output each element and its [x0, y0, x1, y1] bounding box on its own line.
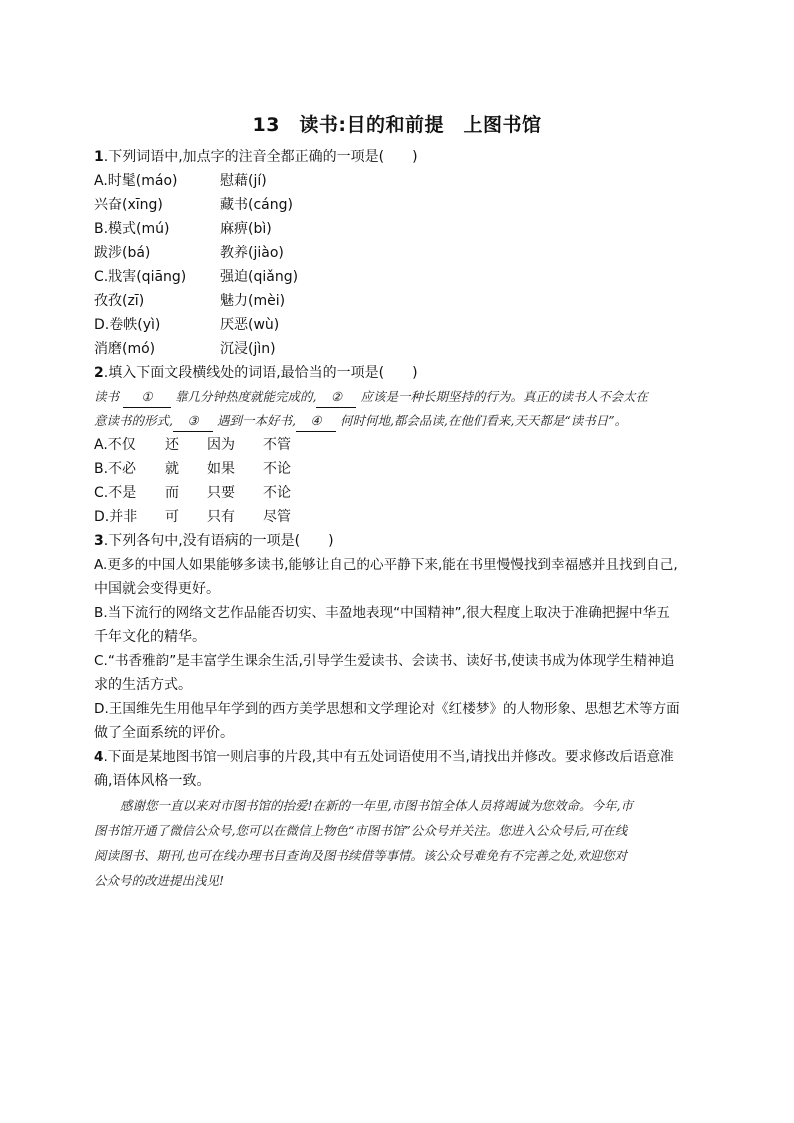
q2-option: 只要: [207, 485, 235, 501]
q2-option: 因为: [207, 437, 235, 453]
passage-text: 应该是一种长期坚持的行为。真正的读书人不会太在: [360, 389, 648, 404]
q1-option-row: B.模式(mú): [94, 221, 170, 237]
page-title: 13 读书:目的和前提 上图书馆: [252, 114, 542, 136]
blank-2: ②: [316, 387, 356, 408]
q3-option-a: A.更多的中国人如果能够多读书,能够让自己的心平静下来,能在书里慢慢找到幸福感并且找到自己,: [94, 557, 678, 573]
q3-option-c: C.“书香雅韵”是丰富学生课余生活,引导学生爱读书、会读书、读好书,使读书成为体现学生精神追: [94, 653, 675, 669]
q2-option: A.不仅: [94, 437, 136, 453]
q1-option-row: 消磨(mó): [94, 341, 156, 357]
q2-option: C.不是: [94, 485, 137, 501]
q2-option: 而: [165, 485, 179, 501]
q1-option-row: 麻痹(bì): [220, 221, 272, 237]
question-3-stem: [94, 531, 334, 551]
q1-option-row: D.卷帙(yì): [94, 317, 161, 333]
passage-text: 何时何地,都会品读,在他们看来,天天都是“读书日”。: [339, 413, 628, 428]
q2-option: 不论: [263, 485, 291, 501]
q2-option: 尽管: [263, 509, 291, 525]
blank-3: ③: [173, 411, 213, 432]
q1-option-row: 沉浸(jìn): [220, 341, 276, 357]
question-text: .下列各句中,没有语病的一项是( ): [103, 533, 334, 549]
q1-option-row: 魅力(mèi): [220, 293, 286, 309]
q2-option: 如果: [207, 461, 235, 477]
question-number: 2: [94, 365, 104, 381]
question-text: .下面是某地图书馆一则启事的片段,其中有五处词语使用不当,请找出并修改。要求修改后语意准: [103, 749, 674, 765]
question-text: .填入下面文段横线处的词语,最恰当的一项是( ): [103, 365, 418, 381]
notice-line-4: 公众号的改进提出浅见!: [94, 873, 225, 888]
q2-option: 就: [165, 461, 179, 477]
q3-option-d-cont: 做了全面系统的评价。: [94, 725, 234, 741]
q2-option: D.并非: [94, 509, 138, 525]
q2-option: 不论: [263, 461, 291, 477]
q2-option: 还: [165, 437, 179, 453]
q1-option-row: 厌恶(wù): [220, 317, 280, 333]
q3-option-b-cont: 千年文化的精华。: [94, 629, 206, 645]
passage-text: 读书: [94, 389, 120, 404]
question-number: 4: [94, 749, 104, 765]
q1-option-row: 藏书(cáng): [220, 197, 293, 213]
passage-text: 靠几分钟热度就能完成的,: [174, 389, 317, 404]
question-1-stem: [94, 147, 418, 167]
q2-option: 不管: [263, 437, 291, 453]
q2-option: 可: [165, 509, 179, 525]
passage-text: 遇到一本好书,: [216, 413, 296, 428]
q2-passage-line-2: [94, 411, 627, 432]
passage-text: 意读书的形式,: [94, 413, 173, 428]
notice-line-3: 阅读图书、期刊,也可在线办理书目查询及图书续借等事情。该公众号难免有不完善之处,欢迎您对: [94, 848, 627, 863]
q2-option: B.不必: [94, 461, 137, 477]
notice-line-1: 感谢您一直以来对市图书馆的抬爱!在新的一年里,市图书馆全体人员将竭诚为您效命。今年,市: [120, 798, 633, 813]
q1-option-row: 慰藉(jí): [220, 173, 267, 189]
notice-line-2: 图书馆开通了微信公众号,您可以在微信上物色“市图书馆”公众号并关注。您进入公众号后,可在线: [94, 823, 628, 838]
question-text: .下列词语中,加点字的注音全都正确的一项是( ): [103, 149, 418, 165]
q2-passage-line-1: [94, 387, 648, 408]
q3-option-d: D.王国维先生用他早年学到的西方美学思想和文学理论对《红楼梦》的人物形象、思想艺术等方面: [94, 701, 680, 717]
question-2-stem: [94, 363, 418, 383]
q1-option-row: C.戕害(qiāng): [94, 269, 187, 285]
q1-option-row: 跋涉(bá): [94, 245, 151, 261]
blank-4: ④: [296, 411, 336, 432]
q3-option-c-cont: 求的生活方式。: [94, 677, 192, 693]
q1-option-row: 强迫(qiǎng): [220, 269, 299, 285]
blank-1: ①: [123, 387, 171, 408]
question-number: 1: [94, 149, 104, 165]
question-4-stem: [94, 747, 674, 767]
question-number: 3: [94, 533, 104, 549]
q1-option-row: 孜孜(zī): [94, 293, 145, 309]
question-4-stem-cont: 确,语体风格一致。: [94, 773, 211, 789]
q3-option-b: B.当下流行的网络文艺作品能否切实、丰盈地表现“中国精神”,很大程度上取决于准确把握中华五: [94, 605, 670, 621]
q1-option-row: 兴奋(xīng): [94, 197, 163, 213]
q1-option-row: 教养(jiào): [220, 245, 284, 261]
q3-option-a-cont: 中国就会变得更好。: [94, 581, 220, 597]
q1-option-row: A.时髦(máo): [94, 173, 178, 189]
q2-option: 只有: [207, 509, 235, 525]
